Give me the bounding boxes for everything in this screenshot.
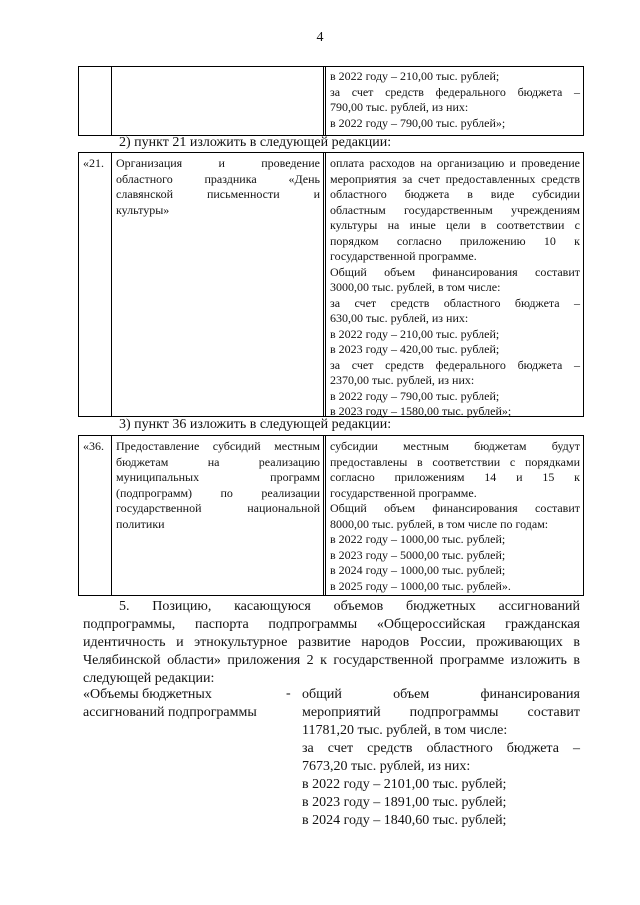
text-line: в 2022 году – 1000,00 тыс. рублей; <box>330 532 506 546</box>
number-cell <box>79 67 112 135</box>
description-cell <box>326 67 583 135</box>
text-line: 5. Позицию, касающуюся объемов бюджетных ассигнований <box>119 599 580 614</box>
text-line: культуры на иные цели в соответствии с <box>330 218 580 232</box>
item-3-heading: 3) пункт 36 изложить в следующей редакции: <box>119 417 392 432</box>
text-line: культуры» <box>116 202 170 217</box>
text-line: областного праздника «День <box>116 171 320 186</box>
text-line: государственной программе. <box>330 249 477 263</box>
text-line: ассигнований подпрограммы <box>83 705 257 720</box>
table-item-21 <box>78 152 584 417</box>
text-line: в 2025 году – 1000,00 тыс. рублей». <box>330 578 511 593</box>
item-name <box>112 436 326 595</box>
text-line: Общий объем финансирования составит <box>330 501 580 515</box>
text-line: следующей редакции: <box>83 671 215 686</box>
text-line: муниципальных программ <box>116 470 320 484</box>
item-name <box>112 153 326 416</box>
page-number: 4 <box>316 30 324 45</box>
financing-label <box>83 686 288 722</box>
text-line: мероприятий подпрограммы составит <box>302 705 580 720</box>
text-line: 2370,00 тыс. рублей, из них: <box>330 373 475 387</box>
text-line: бюджетам на реализацию <box>116 454 320 469</box>
text-line: в 2022 году – 790,00 тыс. рублей; <box>330 388 500 403</box>
text-line: субсидии местным бюджетам будут <box>330 439 580 453</box>
financing-dash: - <box>286 686 291 701</box>
table-continuation <box>78 66 584 136</box>
name-cell <box>112 67 326 135</box>
text-line: областным государственным учреждениям <box>330 202 580 217</box>
text-line: 630,00 тыс. рублей, из них: <box>330 311 469 325</box>
text-line: в 2023 году – 1891,00 тыс. рублей; <box>302 795 507 810</box>
text-line: Предоставление субсидий местным <box>116 439 320 453</box>
text-line: в 2023 году – 1580,00 тыс. рублей»; <box>330 404 512 418</box>
text-line: согласно приложениям 14 и 15 к <box>330 470 580 484</box>
text-line: предоставлены в соответствии с порядками <box>330 454 580 469</box>
text-line: 8000,00 тыс. рублей, в том числе по годам: <box>330 516 549 531</box>
text-line: общий объем финансирования <box>302 687 580 702</box>
text-line: подпрограммы, паспорта подпрограммы «Общероссийская гражданская <box>83 617 580 632</box>
text-line: в 2023 году – 5000,00 тыс. рублей; <box>330 547 506 562</box>
text-line: оплата расходов на организацию и проведение <box>330 156 580 170</box>
text-line: за счет средств федерального бюджета – <box>330 357 580 372</box>
financing-values <box>302 686 580 830</box>
text-line: порядком согласно приложению 10 к <box>330 233 580 248</box>
text-line: в 2022 году – 790,00 тыс. рублей»; <box>330 115 506 130</box>
text-line: «Объемы бюджетных <box>83 687 212 702</box>
text-line: за счет средств областного бюджета – <box>302 741 580 756</box>
text-line: 11781,20 тыс. рублей, в том числе: <box>302 723 508 738</box>
text-line: за счет средств областного бюджета – <box>330 295 580 310</box>
text-line: 3000,00 тыс. рублей, в том числе: <box>330 280 501 294</box>
text-line: государственной национальной <box>116 501 320 515</box>
text-line: Челябинской области» приложения 2 к государственной программе изложить в <box>83 653 580 668</box>
text-line: 7673,20 тыс. рублей, из них: <box>302 759 471 774</box>
item-2-heading: 2) пункт 21 изложить в следующей редакции: <box>119 135 392 150</box>
text-line: мероприятия за счет предоставленных средств <box>330 171 580 186</box>
text-line: в 2022 году – 2101,00 тыс. рублей; <box>302 777 507 792</box>
item-description <box>326 436 583 595</box>
text-line: в 2024 году – 1840,60 тыс. рублей; <box>302 813 507 828</box>
item-number: «36. <box>79 436 112 595</box>
text-line: в 2024 году – 1000,00 тыс. рублей; <box>330 563 506 577</box>
text-line: в 2023 году – 420,00 тыс. рублей; <box>330 342 500 356</box>
item-description <box>326 153 583 416</box>
text-line: славянской письменности и <box>116 187 320 201</box>
text-line: идентичность и этнокультурное развитие народов России, проживающих в <box>83 635 580 650</box>
text-line: (подпрограмм) по реализации <box>116 485 320 500</box>
text-line: государственной программе. <box>330 485 477 500</box>
text-line: в 2022 году – 210,00 тыс. рублей; <box>330 326 500 341</box>
item-number: «21. <box>79 153 112 416</box>
text-line: в 2022 году – 210,00 тыс. рублей; <box>330 69 500 83</box>
text-line: областного бюджета в виде субсидии <box>330 187 580 201</box>
text-line: Организация и проведение <box>116 156 320 170</box>
item-5-paragraph <box>83 598 580 688</box>
table-item-36 <box>78 435 584 596</box>
text-line: за счет средств федерального бюджета – <box>330 84 580 99</box>
text-line: 790,00 тыс. рублей, из них: <box>330 100 469 114</box>
text-line: Общий объем финансирования составит <box>330 264 580 279</box>
text-line: политики <box>116 516 165 531</box>
